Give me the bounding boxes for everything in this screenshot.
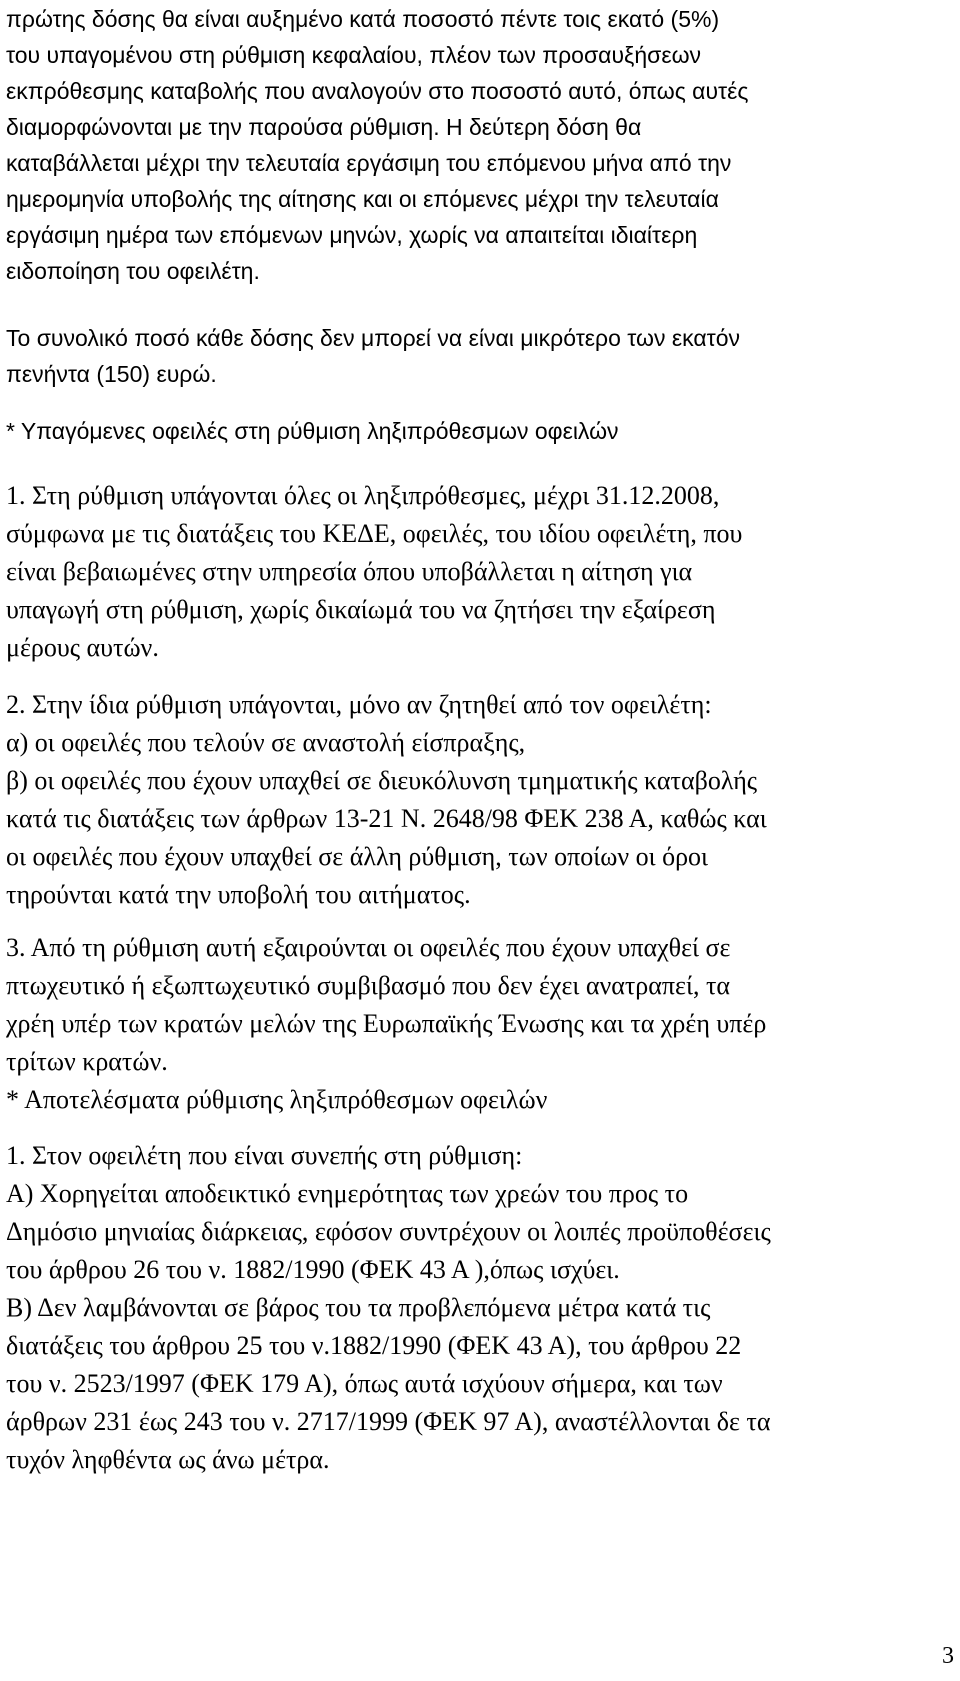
text-line: Α) Χορηγείται αποδεικτικό ενημερότητας των χρεών του προς το	[6, 1179, 689, 1208]
text-line: είναι βεβαιωμένες στην υπηρεσία όπου υποβάλλεται η αίτηση για	[6, 557, 693, 586]
text-line: α) οι οφειλές που τελούν σε αναστολή είσπραξης,	[6, 728, 526, 757]
text-line: του ν. 2523/1997 (ΦΕΚ 179 Α), όπως αυτά ισχύουν σήμερα, και των	[6, 1369, 723, 1398]
text-line: του άρθρου 26 του ν. 1882/1990 (ΦΕΚ 43 Α ),όπως ισχύει.	[6, 1255, 620, 1284]
text-line: διατάξεις του άρθρου 25 του ν.1882/1990 (ΦΕΚ 43 Α), του άρθρου 22	[6, 1331, 742, 1360]
page-number: 3	[942, 1643, 954, 1669]
text-line: τυχόν ληφθέντα ως άνω μέτρα.	[6, 1445, 330, 1474]
text-line: τρίτων κρατών.	[6, 1047, 168, 1076]
text-line: ειδοποίηση του οφειλέτη.	[6, 258, 260, 284]
text-line: διαμορφώνονται με την παρούσα ρύθμιση. Η δεύτερη δόση θα	[6, 114, 642, 140]
text-line: ημερομηνία υποβολής της αίτησης και οι επόμενες μέχρι την τελευταία	[6, 186, 719, 212]
text-line: πενήντα (150) ευρώ.	[6, 361, 217, 387]
text-line: εργάσιμη ημέρα των επόμενων μηνών, χωρίς να απαιτείται ιδιαίτερη	[6, 222, 698, 248]
section-heading: * Αποτελέσματα ρύθμισης ληξιπρόθεσμων οφειλών	[6, 1085, 548, 1114]
text-line: του υπαγομένου στη ρύθμιση κεφαλαίου, πλέον των προσαυξήσεων	[6, 42, 702, 68]
text-line: τηρούνται κατά την υποβολή του αιτήματος.	[6, 880, 471, 909]
text-line: υπαγωγή στη ρύθμιση, χωρίς δικαίωμά του να ζητήσει την εξαίρεση	[6, 595, 716, 624]
text-line: Δημόσιο μηνιαίας διάρκειας, εφόσον συντρέχουν οι λοιπές προϋποθέσεις	[6, 1217, 771, 1246]
text-line: οι οφειλές που έχουν υπαχθεί σε άλλη ρύθμιση, των οποίων οι όροι	[6, 842, 709, 871]
text-line: πρώτης δόσης θα είναι αυξημένο κατά ποσοστό πέντε τοις εκατό (5%)	[6, 6, 720, 32]
text-line: 1. Στον οφειλέτη που είναι συνεπής στη ρύθμιση:	[6, 1141, 523, 1170]
text-line: 2. Στην ίδια ρύθμιση υπάγονται, μόνο αν ζητηθεί από τον οφειλέτη:	[6, 690, 712, 719]
text-line: μέρους αυτών.	[6, 633, 159, 662]
text-line: σύμφωνα με τις διατάξεις του ΚΕΔΕ, οφειλές, του ιδίου οφειλέτη, που	[6, 519, 743, 548]
text-line: β) οι οφειλές που έχουν υπαχθεί σε διευκόλυνση τμηματικής καταβολής	[6, 766, 758, 795]
text-line: Β) Δεν λαμβάνονται σε βάρος του τα προβλεπόμενα μέτρα κατά τις	[6, 1293, 711, 1322]
text-line: πτωχευτικό ή εξωπτωχευτικό συμβιβασμό που δεν έχει ανατραπεί, τα	[6, 971, 731, 1000]
text-line: χρέη υπέρ των κρατών μελών της Ευρωπαϊκής Ένωσης και τα χρέη υπέρ	[6, 1009, 767, 1038]
text-line: εκπρόθεσμης καταβολής που αναλογούν στο ποσοστό αυτό, όπως αυτές	[6, 78, 749, 104]
text-line: 3. Από τη ρύθμιση αυτή εξαιρούνται οι οφειλές που έχουν υπαχθεί σε	[6, 933, 731, 962]
text-line: Το συνολικό ποσό κάθε δόσης δεν μπορεί να είναι μικρότερο των εκατόν	[6, 325, 741, 351]
text-line: άρθρων 231 έως 243 του ν. 2717/1999 (ΦΕΚ 97 Α), αναστέλλονται δε τα	[6, 1407, 771, 1436]
section-heading: * Υπαγόμενες οφειλές στη ρύθμιση ληξιπρόθεσμων οφειλών	[6, 418, 619, 444]
text-line: κατά τις διατάξεις των άρθρων 13-21 Ν. 2648/98 ΦΕΚ 238 Α, καθώς και	[6, 804, 767, 833]
text-line: καταβάλλεται μέχρι την τελευταία εργάσιμη του επόμενου μήνα από την	[6, 150, 732, 176]
text-line: 1. Στη ρύθμιση υπάγονται όλες οι ληξιπρόθεσμες, μέχρι 31.12.2008,	[6, 481, 720, 510]
